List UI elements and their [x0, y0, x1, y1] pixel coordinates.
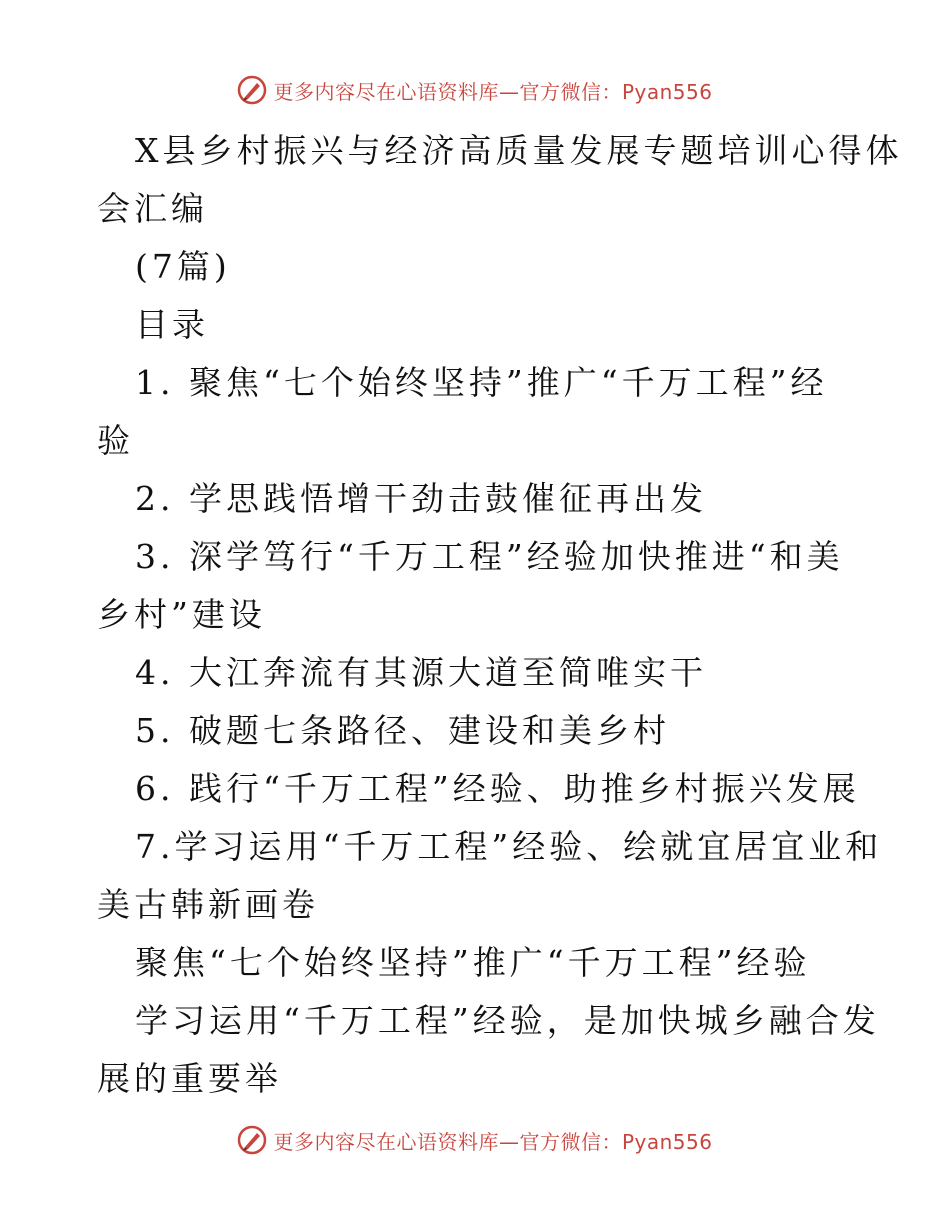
toc-heading: 目录: [135, 305, 209, 344]
footer-watermark-banner: [0, 1120, 950, 1160]
toc-item-7: 7.学习运用“千万工程”经验、绘就宜居宜业和: [135, 827, 883, 866]
toc-item-3-continued: 乡村”建设: [97, 595, 266, 634]
toc-item-1-continued: 验: [97, 421, 134, 460]
section-title: 聚焦“七个始终坚持”推广“千万工程”经验: [135, 943, 811, 982]
quill-pen-logo-icon: [237, 75, 267, 105]
toc-item-4: 4. 大江奔流有其源大道至简唯实干: [135, 653, 707, 692]
toc-item-1: 1. 聚焦“七个始终坚持”推广“千万工程”经: [135, 363, 828, 402]
toc-item-6: 6. 践行“千万工程”经验、助推乡村振兴发展: [135, 769, 860, 808]
quill-pen-logo-icon: [237, 1125, 267, 1155]
doc-article-count: (7篇): [135, 247, 231, 286]
doc-title-line-1: X县乡村振兴与经济高质量发展专题培训心得体: [135, 131, 903, 170]
watermark-text: 更多内容尽在心语资料库—官方微信：Pyan556: [273, 1129, 713, 1154]
watermark-text: 更多内容尽在心语资料库—官方微信：Pyan556: [273, 79, 713, 104]
doc-title-line-2: 会汇编: [97, 189, 208, 228]
toc-item-3: 3. 深学笃行“千万工程”经验加快推进“和美: [135, 537, 844, 576]
toc-item-7-continued: 美古韩新画卷: [97, 885, 319, 924]
document-body: [97, 122, 903, 1108]
paragraph-line-1: 学习运用“千万工程”经验，是加快城乡融合发: [135, 1001, 880, 1040]
header-watermark-banner: [0, 70, 950, 110]
paragraph-line-2: 展的重要举: [97, 1059, 282, 1098]
toc-item-2: 2. 学思践悟增干劲击鼓催征再出发: [135, 479, 707, 518]
toc-item-5: 5. 破题七条路径、建设和美乡村: [135, 711, 670, 750]
